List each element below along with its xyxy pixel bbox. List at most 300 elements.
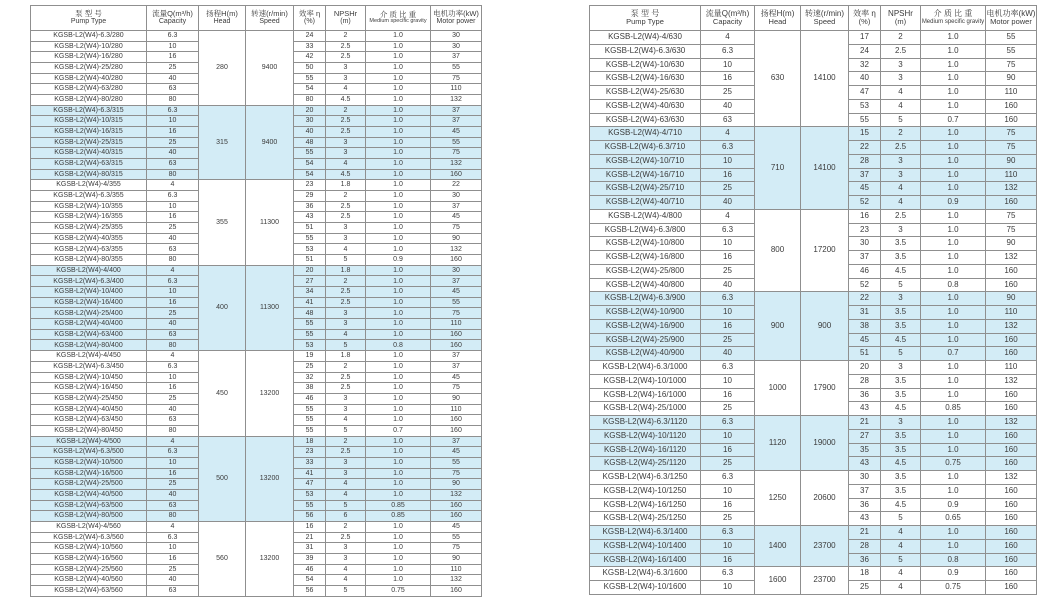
cell-specific-gravity: 1.0 bbox=[366, 287, 431, 298]
cell-pump-type: KGSB-L2(W4)-25/355 bbox=[31, 223, 147, 234]
cell-pump-type: KGSB-L2(W4)-6.3/800 bbox=[590, 223, 701, 237]
cell-npshr: 5 bbox=[326, 340, 366, 351]
cell-head: 1400 bbox=[755, 526, 801, 567]
cell-pump-type: KGSB-L2(W4)-16/1250 bbox=[590, 498, 701, 512]
cell-motor-power: 110 bbox=[986, 361, 1037, 375]
cell-capacity: 6.3 bbox=[147, 361, 199, 372]
cell-motor-power: 132 bbox=[431, 244, 482, 255]
cell-capacity: 63 bbox=[147, 244, 199, 255]
cell-npshr: 4.5 bbox=[881, 402, 921, 416]
table-row bbox=[31, 31, 482, 42]
cell-specific-gravity: 1.0 bbox=[921, 141, 986, 155]
cell-motor-power: 37 bbox=[431, 201, 482, 212]
cell-motor-power: 37 bbox=[431, 276, 482, 287]
cell-npshr: 3.5 bbox=[881, 306, 921, 320]
cell-pump-type: KGSB-L2(W4)-63/500 bbox=[31, 500, 147, 511]
cell-npshr: 3.5 bbox=[881, 374, 921, 388]
cell-motor-power: 132 bbox=[431, 575, 482, 586]
col-header-capacity bbox=[701, 6, 755, 31]
cell-capacity: 16 bbox=[701, 319, 755, 333]
cell-motor-power: 160 bbox=[986, 581, 1037, 595]
cell-speed: 9400 bbox=[246, 105, 294, 180]
col-header-zh: 泵 型 号 bbox=[75, 9, 102, 19]
cell-npshr: 3 bbox=[881, 154, 921, 168]
cell-motor-power: 45 bbox=[431, 127, 482, 138]
cell-pump-type: KGSB-L2(W4)-25/630 bbox=[590, 86, 701, 100]
cell-npshr: 3 bbox=[326, 63, 366, 74]
cell-specific-gravity: 1.0 bbox=[366, 244, 431, 255]
cell-pump-type: KGSB-L2(W4)-16/800 bbox=[590, 251, 701, 265]
cell-npshr: 4 bbox=[881, 567, 921, 581]
cell-npshr: 2.5 bbox=[881, 141, 921, 155]
cell-efficiency: 19 bbox=[294, 351, 326, 362]
cell-motor-power: 22 bbox=[431, 180, 482, 191]
cell-npshr: 2.5 bbox=[326, 383, 366, 394]
cell-pump-type: KGSB-L2(W4)-6.3/355 bbox=[31, 191, 147, 202]
cell-efficiency: 34 bbox=[294, 287, 326, 298]
cell-npshr: 3 bbox=[881, 361, 921, 375]
col-header-en: (%) bbox=[304, 18, 315, 26]
cell-motor-power: 75 bbox=[431, 308, 482, 319]
cell-pump-type: KGSB-L2(W4)-16/710 bbox=[590, 168, 701, 182]
cell-efficiency: 38 bbox=[849, 319, 881, 333]
cell-specific-gravity: 1.0 bbox=[366, 393, 431, 404]
cell-npshr: 5 bbox=[881, 512, 921, 526]
cell-efficiency: 20 bbox=[294, 265, 326, 276]
cell-specific-gravity: 1.0 bbox=[921, 127, 986, 141]
cell-capacity: 16 bbox=[147, 52, 199, 63]
cell-pump-type: KGSB-L2(W4)-80/400 bbox=[31, 340, 147, 351]
cell-npshr: 4 bbox=[326, 415, 366, 426]
cell-pump-type: KGSB-L2(W4)-10/1120 bbox=[590, 429, 701, 443]
cell-efficiency: 55 bbox=[294, 319, 326, 330]
cell-specific-gravity: 1.0 bbox=[366, 52, 431, 63]
cell-efficiency: 18 bbox=[294, 436, 326, 447]
cell-pump-type: KGSB-L2(W4)-40/900 bbox=[590, 347, 701, 361]
cell-specific-gravity: 1.0 bbox=[366, 84, 431, 95]
cell-pump-type: KGSB-L2(W4)-6.3/630 bbox=[590, 44, 701, 58]
cell-efficiency: 28 bbox=[849, 539, 881, 553]
cell-specific-gravity: 1.0 bbox=[921, 31, 986, 45]
cell-npshr: 2.5 bbox=[326, 116, 366, 127]
cell-efficiency: 23 bbox=[294, 447, 326, 458]
col-header-en: (m) bbox=[340, 18, 351, 26]
cell-npshr: 3 bbox=[881, 416, 921, 430]
cell-pump-type: KGSB-L2(W4)-25/1120 bbox=[590, 457, 701, 471]
cell-pump-type: KGSB-L2(W4)-6.3/280 bbox=[31, 31, 147, 42]
cell-efficiency: 27 bbox=[849, 429, 881, 443]
cell-efficiency: 21 bbox=[849, 416, 881, 430]
cell-motor-power: 45 bbox=[431, 521, 482, 532]
col-header-zh: 转速(r/min) bbox=[804, 8, 845, 18]
cell-npshr: 2 bbox=[326, 191, 366, 202]
cell-pump-type: KGSB-L2(W4)-16/355 bbox=[31, 212, 147, 223]
header-row bbox=[590, 6, 1037, 31]
cell-pump-type: KGSB-L2(W4)-4/355 bbox=[31, 180, 147, 191]
cell-efficiency: 18 bbox=[849, 567, 881, 581]
cell-motor-power: 90 bbox=[986, 72, 1037, 86]
cell-npshr: 1.8 bbox=[326, 351, 366, 362]
cell-npshr: 4 bbox=[326, 159, 366, 170]
cell-specific-gravity: 1.0 bbox=[366, 180, 431, 191]
cell-pump-type: KGSB-L2(W4)-16/900 bbox=[590, 319, 701, 333]
cell-efficiency: 41 bbox=[294, 468, 326, 479]
cell-capacity: 25 bbox=[147, 308, 199, 319]
cell-speed: 11300 bbox=[246, 265, 294, 350]
cell-npshr: 3.5 bbox=[881, 251, 921, 265]
cell-capacity: 16 bbox=[701, 388, 755, 402]
cell-npshr: 5 bbox=[326, 255, 366, 266]
cell-motor-power: 90 bbox=[986, 237, 1037, 251]
cell-motor-power: 160 bbox=[986, 196, 1037, 210]
cell-efficiency: 46 bbox=[294, 393, 326, 404]
cell-motor-power: 30 bbox=[431, 191, 482, 202]
col-header-en: Speed bbox=[813, 17, 836, 27]
col-header-en: Medium specific gravity bbox=[369, 18, 427, 25]
cell-capacity: 6.3 bbox=[701, 416, 755, 430]
cell-efficiency: 45 bbox=[849, 333, 881, 347]
cell-efficiency: 56 bbox=[294, 511, 326, 522]
cell-efficiency: 48 bbox=[294, 308, 326, 319]
cell-npshr: 3 bbox=[326, 543, 366, 554]
cell-capacity: 10 bbox=[147, 543, 199, 554]
col-header-speed bbox=[801, 6, 849, 31]
cell-specific-gravity: 1.0 bbox=[366, 105, 431, 116]
cell-npshr: 3 bbox=[326, 319, 366, 330]
cell-capacity: 40 bbox=[701, 196, 755, 210]
cell-capacity: 10 bbox=[147, 116, 199, 127]
cell-specific-gravity: 1.0 bbox=[921, 292, 986, 306]
cell-pump-type: KGSB-L2(W4)-63/315 bbox=[31, 159, 147, 170]
col-header-specific-gravity bbox=[366, 6, 431, 31]
cell-efficiency: 54 bbox=[294, 159, 326, 170]
cell-pump-type: KGSB-L2(W4)-10/450 bbox=[31, 372, 147, 383]
cell-motor-power: 75 bbox=[431, 383, 482, 394]
cell-specific-gravity: 1.0 bbox=[366, 479, 431, 490]
cell-specific-gravity: 0.75 bbox=[366, 585, 431, 596]
cell-npshr: 2.5 bbox=[326, 372, 366, 383]
col-header-zh: 介 质 比 重 bbox=[933, 9, 973, 19]
cell-npshr: 5 bbox=[326, 500, 366, 511]
cell-pump-type: KGSB-L2(W4)-25/500 bbox=[31, 479, 147, 490]
cell-npshr: 3 bbox=[326, 468, 366, 479]
col-header-en: (%) bbox=[858, 17, 871, 27]
cell-speed: 13200 bbox=[246, 351, 294, 436]
table-row bbox=[590, 361, 1037, 375]
cell-specific-gravity: 1.0 bbox=[366, 169, 431, 180]
cell-capacity: 6.3 bbox=[701, 361, 755, 375]
cell-capacity: 6.3 bbox=[701, 223, 755, 237]
cell-efficiency: 38 bbox=[294, 383, 326, 394]
cell-pump-type: KGSB-L2(W4)-16/400 bbox=[31, 297, 147, 308]
cell-pump-type: KGSB-L2(W4)-40/315 bbox=[31, 148, 147, 159]
cell-specific-gravity: 0.8 bbox=[921, 278, 986, 292]
cell-npshr: 3 bbox=[326, 393, 366, 404]
cell-capacity: 16 bbox=[701, 72, 755, 86]
cell-npshr: 2 bbox=[326, 31, 366, 42]
cell-pump-type: KGSB-L2(W4)-4/710 bbox=[590, 127, 701, 141]
cell-efficiency: 36 bbox=[849, 553, 881, 567]
cell-npshr: 5 bbox=[326, 585, 366, 596]
cell-motor-power: 90 bbox=[431, 393, 482, 404]
cell-capacity: 6.3 bbox=[701, 141, 755, 155]
cell-capacity: 80 bbox=[147, 255, 199, 266]
cell-motor-power: 110 bbox=[431, 84, 482, 95]
cell-pump-type: KGSB-L2(W4)-16/1120 bbox=[590, 443, 701, 457]
cell-speed: 13200 bbox=[246, 436, 294, 521]
cell-npshr: 3 bbox=[326, 457, 366, 468]
cell-motor-power: 90 bbox=[986, 292, 1037, 306]
pump-spec-table-left bbox=[30, 5, 482, 597]
cell-efficiency: 51 bbox=[849, 347, 881, 361]
cell-capacity: 25 bbox=[701, 182, 755, 196]
cell-motor-power: 160 bbox=[986, 553, 1037, 567]
cell-capacity: 63 bbox=[147, 585, 199, 596]
cell-pump-type: KGSB-L2(W4)-16/1400 bbox=[590, 553, 701, 567]
cell-efficiency: 54 bbox=[294, 169, 326, 180]
cell-motor-power: 30 bbox=[431, 265, 482, 276]
cell-motor-power: 160 bbox=[986, 512, 1037, 526]
cell-capacity: 25 bbox=[701, 402, 755, 416]
cell-pump-type: KGSB-L2(W4)-40/800 bbox=[590, 278, 701, 292]
cell-npshr: 3 bbox=[881, 168, 921, 182]
cell-efficiency: 20 bbox=[294, 105, 326, 116]
cell-efficiency: 40 bbox=[294, 127, 326, 138]
cell-capacity: 80 bbox=[147, 425, 199, 436]
col-header-en: Speed bbox=[259, 18, 280, 26]
cell-speed: 14100 bbox=[801, 31, 849, 127]
cell-efficiency: 24 bbox=[849, 44, 881, 58]
cell-pump-type: KGSB-L2(W4)-25/1250 bbox=[590, 512, 701, 526]
cell-capacity: 40 bbox=[701, 347, 755, 361]
cell-capacity: 40 bbox=[701, 99, 755, 113]
cell-efficiency: 52 bbox=[849, 196, 881, 210]
cell-specific-gravity: 0.9 bbox=[921, 498, 986, 512]
cell-efficiency: 39 bbox=[294, 553, 326, 564]
cell-capacity: 16 bbox=[147, 383, 199, 394]
cell-capacity: 16 bbox=[147, 297, 199, 308]
cell-efficiency: 43 bbox=[849, 512, 881, 526]
cell-npshr: 5 bbox=[881, 553, 921, 567]
cell-motor-power: 30 bbox=[431, 31, 482, 42]
cell-capacity: 40 bbox=[147, 319, 199, 330]
cell-capacity: 6.3 bbox=[701, 526, 755, 540]
cell-capacity: 4 bbox=[147, 351, 199, 362]
cell-specific-gravity: 1.0 bbox=[366, 543, 431, 554]
cell-specific-gravity: 1.0 bbox=[366, 553, 431, 564]
cell-specific-gravity: 0.9 bbox=[921, 567, 986, 581]
cell-pump-type: KGSB-L2(W4)-6.3/560 bbox=[31, 532, 147, 543]
cell-motor-power: 37 bbox=[431, 52, 482, 63]
cell-capacity: 25 bbox=[147, 137, 199, 148]
cell-pump-type: KGSB-L2(W4)-80/315 bbox=[31, 169, 147, 180]
cell-specific-gravity: 1.0 bbox=[921, 306, 986, 320]
cell-efficiency: 54 bbox=[294, 84, 326, 95]
cell-motor-power: 75 bbox=[986, 58, 1037, 72]
cell-capacity: 63 bbox=[147, 329, 199, 340]
cell-npshr: 2 bbox=[881, 31, 921, 45]
cell-pump-type: KGSB-L2(W4)-40/355 bbox=[31, 233, 147, 244]
cell-specific-gravity: 1.0 bbox=[366, 361, 431, 372]
cell-capacity: 10 bbox=[701, 581, 755, 595]
cell-efficiency: 56 bbox=[294, 585, 326, 596]
cell-efficiency: 36 bbox=[849, 498, 881, 512]
cell-motor-power: 160 bbox=[431, 255, 482, 266]
cell-pump-type: KGSB-L2(W4)-80/500 bbox=[31, 511, 147, 522]
cell-efficiency: 22 bbox=[849, 292, 881, 306]
cell-motor-power: 90 bbox=[986, 154, 1037, 168]
cell-efficiency: 15 bbox=[849, 127, 881, 141]
cell-pump-type: KGSB-L2(W4)-16/1000 bbox=[590, 388, 701, 402]
col-header-zh: 泵 型 号 bbox=[630, 8, 660, 18]
col-header-pump-type bbox=[31, 6, 147, 31]
cell-capacity: 63 bbox=[147, 159, 199, 170]
cell-capacity: 16 bbox=[701, 443, 755, 457]
cell-pump-type: KGSB-L2(W4)-6.3/500 bbox=[31, 447, 147, 458]
cell-specific-gravity: 1.0 bbox=[366, 297, 431, 308]
cell-capacity: 4 bbox=[147, 436, 199, 447]
cell-specific-gravity: 1.0 bbox=[366, 468, 431, 479]
col-header-specific-gravity bbox=[921, 6, 986, 31]
col-header-en: Medium specific gravity bbox=[921, 19, 985, 26]
cell-pump-type: KGSB-L2(W4)-25/560 bbox=[31, 564, 147, 575]
cell-efficiency: 55 bbox=[294, 415, 326, 426]
cell-capacity: 6.3 bbox=[147, 532, 199, 543]
cell-specific-gravity: 1.0 bbox=[366, 564, 431, 575]
cell-npshr: 6 bbox=[326, 511, 366, 522]
cell-efficiency: 55 bbox=[294, 404, 326, 415]
cell-motor-power: 110 bbox=[986, 306, 1037, 320]
cell-capacity: 80 bbox=[147, 511, 199, 522]
cell-efficiency: 43 bbox=[849, 402, 881, 416]
cell-specific-gravity: 1.0 bbox=[921, 374, 986, 388]
cell-motor-power: 160 bbox=[431, 415, 482, 426]
cell-pump-type: KGSB-L2(W4)-16/315 bbox=[31, 127, 147, 138]
cell-npshr: 3 bbox=[881, 292, 921, 306]
cell-efficiency: 40 bbox=[849, 72, 881, 86]
cell-capacity: 63 bbox=[147, 415, 199, 426]
cell-efficiency: 48 bbox=[294, 137, 326, 148]
cell-pump-type: KGSB-L2(W4)-40/710 bbox=[590, 196, 701, 210]
cell-head: 355 bbox=[199, 180, 246, 265]
cell-speed: 23700 bbox=[801, 526, 849, 567]
cell-efficiency: 21 bbox=[849, 526, 881, 540]
cell-efficiency: 28 bbox=[849, 154, 881, 168]
cell-motor-power: 160 bbox=[431, 169, 482, 180]
cell-pump-type: KGSB-L2(W4)-10/1000 bbox=[590, 374, 701, 388]
cell-pump-type: KGSB-L2(W4)-6.3/450 bbox=[31, 361, 147, 372]
cell-capacity: 6.3 bbox=[701, 292, 755, 306]
cell-motor-power: 160 bbox=[431, 329, 482, 340]
cell-efficiency: 32 bbox=[294, 372, 326, 383]
cell-capacity: 16 bbox=[701, 498, 755, 512]
cell-npshr: 3 bbox=[326, 148, 366, 159]
cell-pump-type: KGSB-L2(W4)-10/1600 bbox=[590, 581, 701, 595]
cell-motor-power: 75 bbox=[431, 223, 482, 234]
cell-specific-gravity: 1.0 bbox=[366, 116, 431, 127]
col-header-head bbox=[199, 6, 246, 31]
cell-capacity: 4 bbox=[147, 180, 199, 191]
cell-efficiency: 25 bbox=[294, 361, 326, 372]
cell-motor-power: 160 bbox=[431, 500, 482, 511]
cell-efficiency: 47 bbox=[294, 479, 326, 490]
cell-pump-type: KGSB-L2(W4)-40/560 bbox=[31, 575, 147, 586]
table-row bbox=[590, 526, 1037, 540]
cell-efficiency: 55 bbox=[849, 113, 881, 127]
cell-specific-gravity: 1.0 bbox=[921, 539, 986, 553]
cell-npshr: 2 bbox=[326, 436, 366, 447]
cell-capacity: 10 bbox=[147, 201, 199, 212]
cell-specific-gravity: 1.0 bbox=[366, 532, 431, 543]
cell-efficiency: 33 bbox=[294, 457, 326, 468]
cell-motor-power: 160 bbox=[986, 278, 1037, 292]
cell-npshr: 4 bbox=[326, 244, 366, 255]
cell-head: 1000 bbox=[755, 361, 801, 416]
col-header-en: Motor power bbox=[436, 18, 476, 26]
cell-motor-power: 55 bbox=[431, 532, 482, 543]
cell-capacity: 25 bbox=[147, 393, 199, 404]
cell-motor-power: 37 bbox=[431, 116, 482, 127]
cell-npshr: 3 bbox=[881, 223, 921, 237]
cell-pump-type: KGSB-L2(W4)-10/900 bbox=[590, 306, 701, 320]
cell-capacity: 6.3 bbox=[147, 447, 199, 458]
cell-pump-type: KGSB-L2(W4)-63/400 bbox=[31, 329, 147, 340]
cell-specific-gravity: 1.0 bbox=[921, 429, 986, 443]
cell-efficiency: 28 bbox=[849, 374, 881, 388]
cell-motor-power: 160 bbox=[431, 511, 482, 522]
col-header-zh: 介 质 比 重 bbox=[379, 9, 417, 19]
table-row bbox=[31, 180, 482, 191]
cell-npshr: 3 bbox=[881, 58, 921, 72]
cell-specific-gravity: 0.75 bbox=[921, 457, 986, 471]
cell-efficiency: 23 bbox=[849, 223, 881, 237]
col-header-zh: 流量Q(m³/h) bbox=[705, 8, 750, 18]
cell-motor-power: 160 bbox=[986, 99, 1037, 113]
cell-motor-power: 45 bbox=[431, 447, 482, 458]
cell-efficiency: 55 bbox=[294, 148, 326, 159]
cell-npshr: 2 bbox=[326, 361, 366, 372]
cell-pump-type: KGSB-L2(W4)-16/280 bbox=[31, 52, 147, 63]
cell-capacity: 25 bbox=[147, 564, 199, 575]
cell-efficiency: 80 bbox=[294, 95, 326, 106]
cell-specific-gravity: 1.0 bbox=[921, 99, 986, 113]
cell-efficiency: 31 bbox=[849, 306, 881, 320]
cell-specific-gravity: 1.0 bbox=[366, 457, 431, 468]
cell-specific-gravity: 1.0 bbox=[366, 319, 431, 330]
cell-capacity: 80 bbox=[147, 340, 199, 351]
cell-capacity: 6.3 bbox=[147, 191, 199, 202]
cell-motor-power: 132 bbox=[986, 374, 1037, 388]
cell-specific-gravity: 1.0 bbox=[366, 329, 431, 340]
cell-npshr: 2.5 bbox=[326, 447, 366, 458]
cell-pump-type: KGSB-L2(W4)-40/500 bbox=[31, 489, 147, 500]
cell-npshr: 2.5 bbox=[326, 127, 366, 138]
cell-specific-gravity: 1.0 bbox=[921, 443, 986, 457]
cell-capacity: 63 bbox=[147, 84, 199, 95]
cell-efficiency: 46 bbox=[294, 564, 326, 575]
cell-capacity: 16 bbox=[147, 468, 199, 479]
col-header-capacity bbox=[147, 6, 199, 31]
cell-efficiency: 45 bbox=[849, 182, 881, 196]
cell-motor-power: 37 bbox=[431, 105, 482, 116]
cell-specific-gravity: 1.0 bbox=[366, 383, 431, 394]
cell-pump-type: KGSB-L2(W4)-16/560 bbox=[31, 553, 147, 564]
cell-motor-power: 37 bbox=[431, 436, 482, 447]
cell-efficiency: 29 bbox=[294, 191, 326, 202]
cell-pump-type: KGSB-L2(W4)-25/900 bbox=[590, 333, 701, 347]
cell-capacity: 25 bbox=[701, 86, 755, 100]
cell-capacity: 16 bbox=[147, 212, 199, 223]
